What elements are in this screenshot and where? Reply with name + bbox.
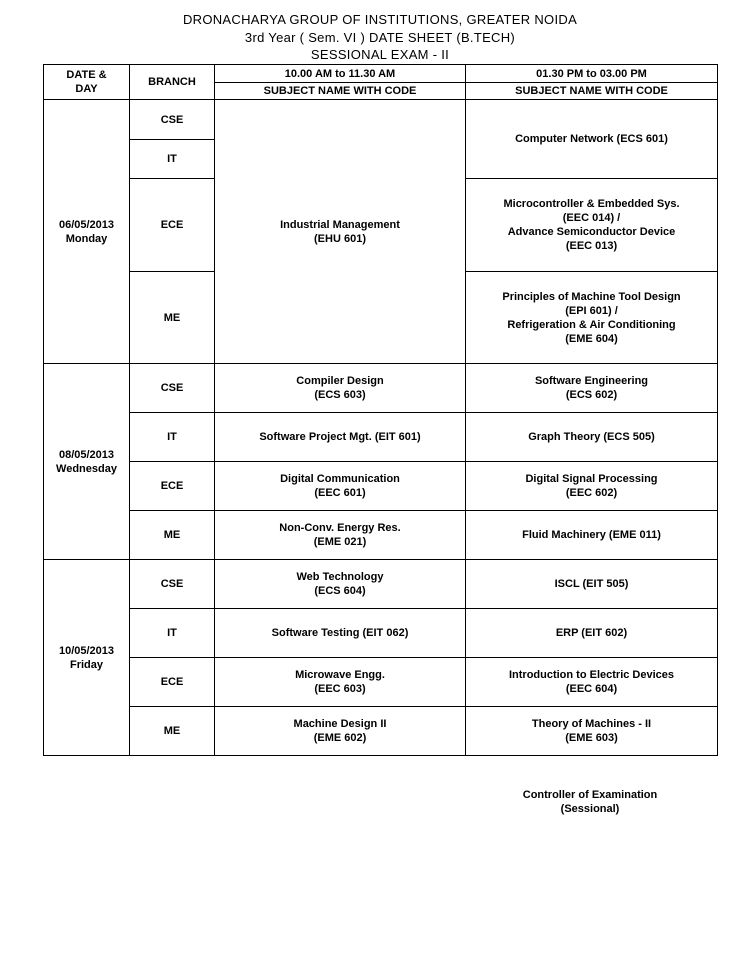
date-cell: 10/05/2013 Friday <box>44 560 130 756</box>
branch-cell: IT <box>130 140 215 179</box>
date-day-header: DATE & DAY <box>44 65 130 100</box>
afternoon-slot-header: 01.30 PM to 03.00 PM <box>466 65 718 83</box>
branch-cell: ECE <box>130 179 215 272</box>
branch-cell: ME <box>130 511 215 560</box>
subject-cell: Microcontroller & Embedded Sys. (EEC 014) / Advance Semiconductor Device (EEC 013) <box>466 179 718 272</box>
subject-cell: Machine Design II (EME 602) <box>215 707 466 756</box>
branch-cell: CSE <box>130 560 215 609</box>
datesheet-table <box>43 64 718 756</box>
exam-title: SESSIONAL EXAM - II <box>310 47 450 62</box>
subject-cell: Theory of Machines - II (EME 603) <box>466 707 718 756</box>
subject-cell: Software Engineering (ECS 602) <box>466 364 718 413</box>
date-cell: 06/05/2013 Monday <box>44 100 130 364</box>
branch-cell: IT <box>130 609 215 658</box>
subject-header: SUBJECT NAME WITH CODE <box>466 83 718 100</box>
branch-cell: ECE <box>130 658 215 707</box>
subject-cell: Introduction to Electric Devices (EEC 604) <box>466 658 718 707</box>
datesheet-title: 3rd Year ( Sem. VI ) DATE SHEET (B.TECH) <box>244 30 516 45</box>
subject-cell: Compiler Design (ECS 603) <box>215 364 466 413</box>
branch-header: BRANCH <box>130 65 215 100</box>
branch-cell: ECE <box>130 462 215 511</box>
date-cell: 08/05/2013 Wednesday <box>44 364 130 560</box>
subject-cell: Principles of Machine Tool Design (EPI 601) / Refrigeration & Air Conditioning (EME 604) <box>466 272 718 364</box>
subject-cell: Digital Signal Processing (EEC 602) <box>466 462 718 511</box>
subject-cell: Software Testing (EIT 062) <box>215 609 466 658</box>
branch-cell: ME <box>130 707 215 756</box>
subject-cell: Computer Network (ECS 601) <box>466 100 718 179</box>
branch-cell: ME <box>130 272 215 364</box>
institution-title: DRONACHARYA GROUP OF INSTITUTIONS, GREATER NOIDA <box>182 12 578 27</box>
subject-cell: Digital Communication (EEC 601) <box>215 462 466 511</box>
branch-cell: CSE <box>130 100 215 140</box>
subject-cell: ERP (EIT 602) <box>466 609 718 658</box>
subject-cell: Fluid Machinery (EME 011) <box>466 511 718 560</box>
subject-cell: Graph Theory (ECS 505) <box>466 413 718 462</box>
subject-cell: ISCL (EIT 505) <box>466 560 718 609</box>
subject-cell: Web Technology (ECS 604) <box>215 560 466 609</box>
subject-cell: Industrial Management (EHU 601) <box>215 100 466 364</box>
branch-cell: IT <box>130 413 215 462</box>
subject-header: SUBJECT NAME WITH CODE <box>215 83 466 100</box>
subject-cell: Microwave Engg. (EEC 603) <box>215 658 466 707</box>
branch-cell: CSE <box>130 364 215 413</box>
subject-cell: Software Project Mgt. (EIT 601) <box>215 413 466 462</box>
morning-slot-header: 10.00 AM to 11.30 AM <box>215 65 466 83</box>
signature-block: Controller of Examination (Sessional) <box>522 789 658 815</box>
subject-cell: Non-Conv. Energy Res. (EME 021) <box>215 511 466 560</box>
